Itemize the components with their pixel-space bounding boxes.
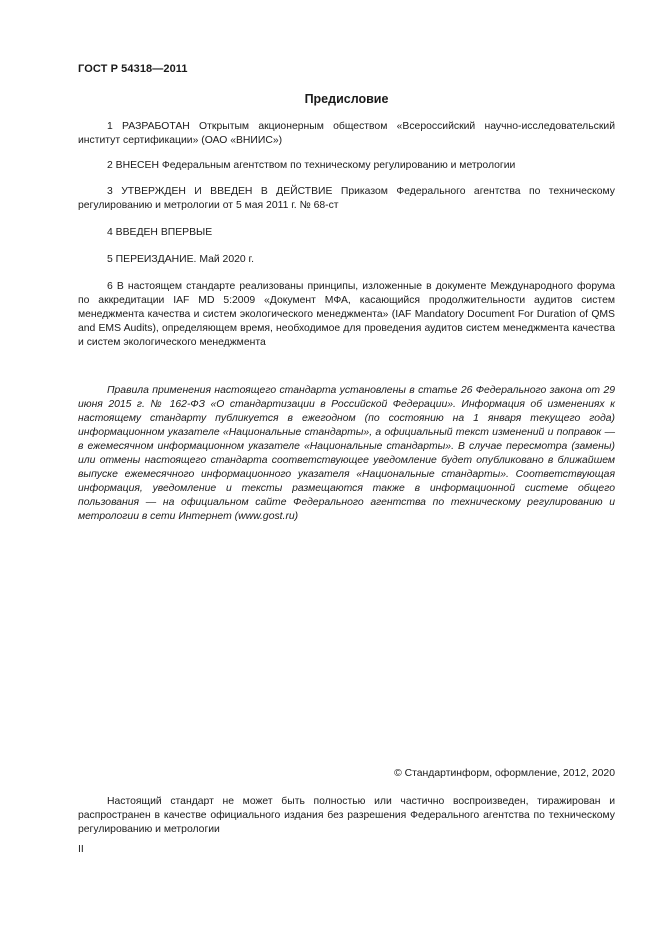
copyright: © Стандартинформ, оформление, 2012, 2020	[394, 768, 615, 779]
foreword-item-6: 6 В настоящем стандарте реализованы принципы, изложенные в документе Международного форума по аккредитации IAF MD 5:2009 «Документ МФА, касающийся продолжительности аудитов систем менеджмента качества и систем экологического менеджмента» (IAF Mandatory Document For Duration of QMS and EMS Audits), определяющем время, необходимое для проведения аудитов систем менеджмента качества и систем экологического менеджмента	[78, 281, 615, 348]
standard-code: ГОСТ Р 54318—2011	[78, 63, 188, 75]
foreword-item-5: 5 ПЕРЕИЗДАНИЕ. Май 2020 г.	[107, 254, 254, 265]
rules-notice: Правила применения настоящего стандарта установлены в статье 26 Федерального закона от 29 июня 2015 г. № 162-ФЗ «О стандартизации в Российской Федерации». Информация об изменениях к настоящему стандарту публикуется в ежегодном (по состоянию на 1 января текущего года) информационном указателе «Национальные стандарты», а официальный текст изменений и поправок — в ежемесячном информационном указателе «Национальные стандарты». В случае пересмотра (замены) или отмены настоящего стандарта соответствующее уведомление будет опубликовано в ближайшем выпуске ежемесячного информационного указателя «Национальные стандарты». Соответствующая информация, уведомление и тексты размещаются также в информационной системе общего пользования — на официальном сайте Федерального агентства по техническому регулированию и метрологии в сети Интернет (www.gost.ru)	[78, 385, 615, 522]
page-number: II	[78, 844, 84, 855]
foreword-item-3: 3 УТВЕРЖДЕН И ВВЕДЕН В ДЕЙСТВИЕ Приказом Федерального агентства по техническому регулированию и метрологии от 5 мая 2011 г. № 68-ст	[78, 186, 615, 211]
foreword-item-4: 4 ВВЕДЕН ВПЕРВЫЕ	[107, 227, 213, 238]
foreword-item-1: 1 РАЗРАБОТАН Открытым акционерным обществом «Всероссийский научно-исследовательский институт сертификации» (ОАО «ВНИИС»)	[78, 121, 615, 146]
foreword-item-2: 2 ВНЕСЕН Федеральным агентством по техническому регулированию и метрологии	[107, 160, 516, 171]
page-title: Предисловие	[304, 92, 389, 106]
reproduction-notice: Настоящий стандарт не может быть полностью или частично воспроизведен, тиражирован и распространен в качестве официального издания без разрешения Федерального агентства по техническому регулированию и метрологии	[78, 796, 615, 835]
